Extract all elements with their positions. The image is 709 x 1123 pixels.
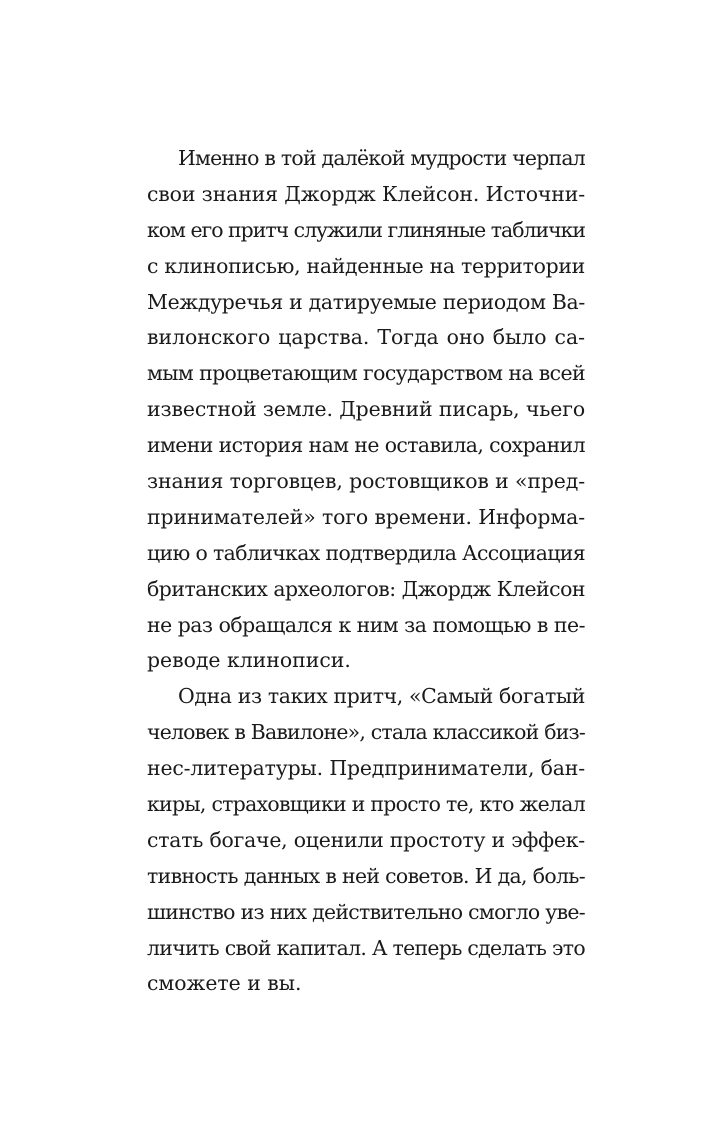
text-line: британских археологов: Джордж Клейсон bbox=[147, 576, 585, 601]
text-line: мым процветающим государством на всей bbox=[147, 361, 585, 386]
text-line: с клинописью, найденные на территории bbox=[147, 253, 585, 278]
paragraph-2 bbox=[147, 679, 585, 1002]
paragraph-1 bbox=[147, 141, 585, 679]
text-line: не раз обращался к ним за помощью в пе- bbox=[147, 612, 585, 637]
text-line: сможете и вы. bbox=[147, 971, 302, 996]
text-line: знания торговцев, ростовщиков и «пред- bbox=[147, 469, 585, 494]
text-line: тивность данных в ней советов. И да, боль- bbox=[147, 863, 585, 888]
text-line: Именно в той далёкой мудрости черпал bbox=[178, 146, 585, 170]
text-line: Одна из таких притч, «Самый богатый bbox=[178, 684, 585, 709]
text-line: нес-литературы. Предприниматели, бан- bbox=[147, 756, 585, 781]
text-line: киры, страховщики и просто те, кто желал bbox=[147, 792, 585, 817]
text-line: вилонского царства. Тогда оно было са- bbox=[147, 325, 585, 350]
text-line: цию о табличках подтвердила Ассоциация bbox=[147, 540, 585, 565]
text-line: известной земле. Древний писарь, чьего bbox=[147, 397, 585, 422]
text-line: ком его притч служили глиняные таблички bbox=[147, 217, 585, 242]
body-text bbox=[147, 141, 585, 1002]
text-line: человек в Вавилоне», стала классикой биз- bbox=[147, 720, 585, 745]
text-line: реводе клинописи. bbox=[147, 648, 351, 673]
text-line: имени история нам не оставила, сохранил bbox=[147, 433, 585, 458]
text-line: свои знания Джордж Клейсон. Источни- bbox=[147, 181, 585, 206]
text-line: Междуречья и датируемые периодом Ва- bbox=[147, 289, 585, 314]
text-line: шинство из них действительно смогло уве- bbox=[147, 899, 585, 924]
text-line: принимателей» того времени. Информа- bbox=[147, 504, 585, 529]
text-line: личить свой капитал. А теперь сделать это bbox=[147, 935, 585, 960]
text-line: стать богаче, оценили простоту и эффек- bbox=[147, 827, 585, 852]
